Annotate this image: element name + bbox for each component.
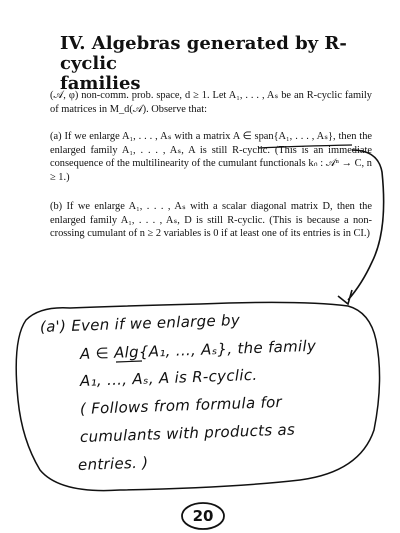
handwritten-line-4: ( Follows from formula for (79, 392, 283, 418)
handwritten-line-2: A ∈ Alg{A₁, ..., Aₛ}, the family (79, 336, 317, 363)
heading-line-2: families (60, 73, 141, 94)
heading-line-1: IV. Algebras generated by R-cyclic (60, 33, 347, 74)
handwritten-line-6: entries. ) (77, 453, 149, 474)
intro-paragraph: (𝒜, φ) non-comm. prob. space, d ≥ 1. Let A₁, . . . , Aₛ be an R-cyclic family of matrices in M_d(𝒜). Observe that: (50, 90, 372, 115)
handwritten-line-1: (a') Even if we enlarge by (39, 311, 241, 336)
handwritten-line-3: A₁, ..., Aₛ, A is R-cyclic. (79, 365, 258, 390)
underline-stroke (258, 145, 352, 148)
handwritten-line-5: cumulants with products as (79, 420, 296, 446)
item-b-paragraph: (b) If we enlarge A₁, . . . , Aₛ with a scalar diagonal matrix D, then the enlarged family A₁, . . . , Aₛ, D is still R-cyclic. (This is because a non-crossing cumulant of n ≥ 2 variables is 0 if at least one of its entries is in CI.) (50, 201, 372, 239)
item-a-paragraph: (a) If we enlarge A₁, . . . , Aₛ with a matrix A ∈ span{A₁, . . . , Aₛ}, then the enlarged family A₁, . . . , Aₛ, A is still R-cyclic. (This is an immediate consequence of the multilinearity of the cumulant functionals kₙ : 𝒜ⁿ → C, n ≥ 1.) (50, 131, 372, 183)
arrow-curve (348, 150, 384, 300)
arrowhead (338, 290, 352, 304)
page-number: 20 (192, 507, 214, 525)
